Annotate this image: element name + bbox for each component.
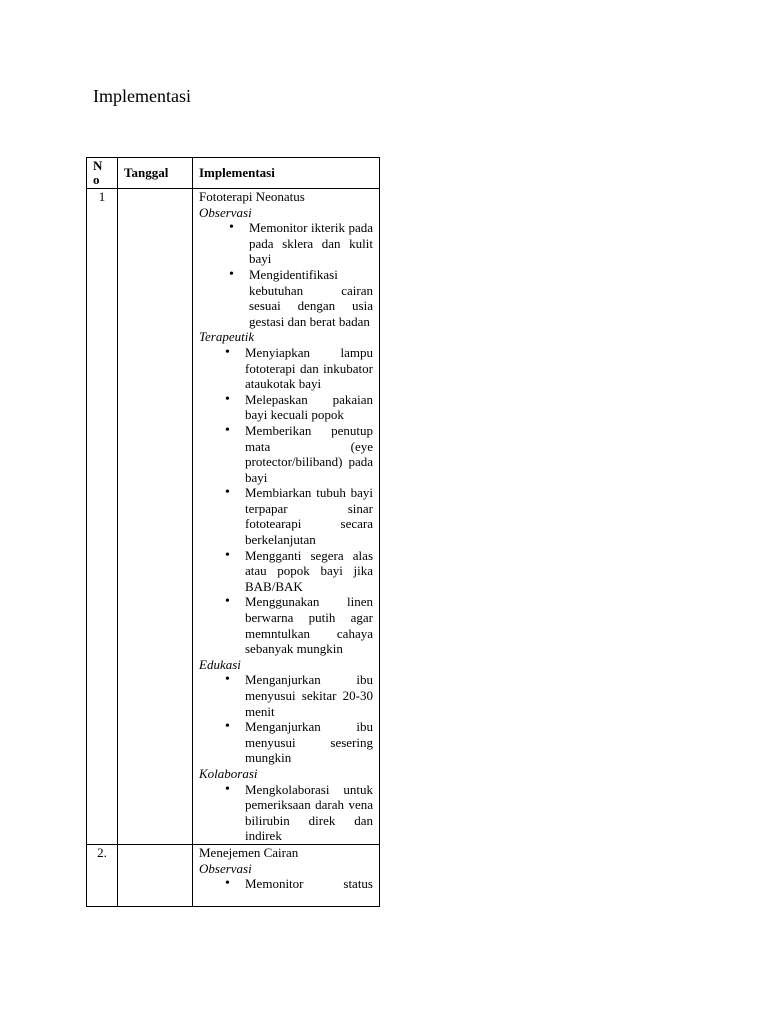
section-label: Edukasi xyxy=(199,656,241,672)
header-tanggal: Tanggal xyxy=(118,158,193,189)
list-item: • Memberikan penutup mata (eye protector/biliband) pada bayi xyxy=(245,423,373,485)
header-no: N o xyxy=(87,158,118,189)
list-item: • Menyiapkan lampu fototerapi dan inkubator ataukotak bayi xyxy=(245,345,373,392)
page-title: Implementasi xyxy=(93,86,191,106)
bullet-list xyxy=(199,782,373,844)
bullet-list xyxy=(199,876,373,892)
intervention-title: Fototerapi Neonatus xyxy=(199,189,305,204)
section-label: Kolaborasi xyxy=(199,765,258,781)
intervention-title: Menejemen Cairan xyxy=(199,844,299,860)
header-implementasi: Implementasi xyxy=(193,158,380,189)
list-item: • Menganjurkan ibu menyusui sekitar 20-30 menit xyxy=(245,672,373,719)
bullet-list xyxy=(199,345,373,657)
table-header-row xyxy=(87,158,380,189)
table-row xyxy=(87,844,380,906)
bullet-list xyxy=(199,672,373,766)
row-date xyxy=(118,189,193,845)
row-implementation xyxy=(193,844,380,906)
row-number: 2. xyxy=(87,844,118,906)
section-label: Terapeutik xyxy=(199,329,255,345)
bullet-list xyxy=(199,220,373,329)
list-item: • Menganjurkan ibu menyusui sesering mungkin xyxy=(245,719,373,766)
list-item: • Mengidentifikasi kebutuhan cairan sesuai dengan usia gestasi dan berat badan xyxy=(249,267,373,329)
list-item: • Menggunakan linen berwarna putih agar memntulkan cahaya sebanyak mungkin xyxy=(245,594,373,656)
list-item: • Melepaskan pakaian bayi kecuali popok xyxy=(245,392,373,423)
row-date xyxy=(118,844,193,906)
section-label: Observasi xyxy=(199,204,252,220)
list-item: • Membiarkan tubuh bayi terpapar sinar fototearapi secara berkelanjutan xyxy=(245,485,373,547)
list-item: • Mengkolaborasi untuk pemeriksaan darah vena bilirubin direk dan indirek xyxy=(245,782,373,844)
list-item: • Memonitor status xyxy=(245,876,373,892)
list-item: • Mengganti segera alas atau popok bayi jika BAB/BAK xyxy=(245,548,373,595)
list-item: • Memonitor ikterik pada pada sklera dan kulit bayi xyxy=(249,220,373,267)
implementation-table xyxy=(86,157,380,907)
table-row xyxy=(87,189,380,845)
row-implementation xyxy=(193,189,380,845)
row-number: 1 xyxy=(87,189,118,845)
section-label: Observasi xyxy=(199,860,252,876)
